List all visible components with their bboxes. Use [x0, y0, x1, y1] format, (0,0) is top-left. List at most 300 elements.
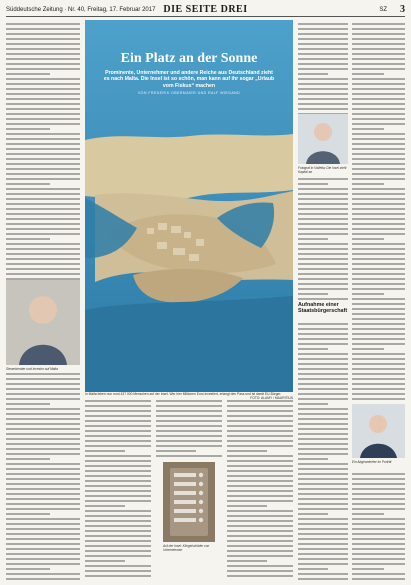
text-line [6, 553, 80, 555]
text-line [352, 213, 405, 215]
text-line [227, 415, 293, 417]
text-line [352, 303, 405, 305]
text-line [6, 183, 50, 185]
text-line [298, 523, 348, 525]
text-line [352, 163, 405, 165]
text-line [6, 478, 80, 480]
text-line [85, 420, 151, 422]
text-line [85, 490, 151, 492]
text-line [85, 405, 151, 407]
text-line [352, 288, 405, 290]
text-line [298, 413, 348, 415]
text-line [298, 203, 348, 205]
text-line [6, 548, 80, 550]
text-line [298, 368, 348, 370]
text-line [85, 455, 151, 457]
text-line [6, 568, 50, 570]
text-line [85, 540, 151, 542]
text-line [352, 258, 405, 260]
text-line [298, 378, 348, 380]
text-line [352, 208, 405, 210]
text-line [6, 68, 80, 70]
text-line [352, 228, 405, 230]
person-portrait-icon [6, 280, 80, 365]
text-line [6, 133, 80, 135]
text-line [298, 198, 348, 200]
text-line [352, 338, 405, 340]
text-line [352, 168, 405, 170]
text-line [6, 113, 80, 115]
text-line [298, 283, 348, 285]
text-line [6, 378, 80, 380]
text-line [156, 425, 222, 427]
text-line [352, 233, 405, 235]
text-line [156, 400, 222, 402]
text-line [352, 378, 405, 380]
text-line [298, 253, 348, 255]
text-line [6, 178, 80, 180]
text-line [156, 420, 222, 422]
text-line [85, 425, 151, 427]
text-line [352, 68, 405, 70]
text-line [6, 173, 80, 175]
text-line [6, 573, 80, 575]
text-line [6, 498, 80, 500]
text-line [227, 475, 293, 477]
text-line [352, 88, 405, 90]
text-line [352, 218, 405, 220]
text-line [298, 68, 348, 70]
text-line [298, 473, 348, 475]
text-line [298, 403, 328, 405]
text-line [6, 503, 80, 505]
text-line [227, 460, 293, 462]
text-line [6, 373, 80, 375]
text-line [352, 363, 405, 365]
text-line [6, 243, 80, 245]
text-line [227, 555, 293, 557]
text-line [298, 33, 348, 35]
brand-mark: SZ [379, 7, 387, 13]
text-line [227, 430, 293, 432]
text-line [227, 445, 293, 447]
text-line [352, 553, 405, 555]
article-headline: Ein Platz an der Sonne [120, 51, 258, 66]
text-line [6, 228, 80, 230]
text-line [352, 173, 405, 175]
text-line [298, 383, 348, 385]
text-line [6, 98, 80, 100]
text-line [298, 528, 348, 530]
text-line [6, 483, 80, 485]
section-title: DIE SEITE DREI [163, 4, 248, 15]
text-line [227, 515, 293, 517]
text-line [227, 575, 293, 577]
text-line [227, 540, 293, 542]
text-line [227, 565, 293, 567]
text-line [85, 495, 151, 497]
text-column-5 [298, 20, 348, 580]
text-line [227, 535, 293, 537]
text-line [352, 493, 405, 495]
page-header [6, 4, 405, 17]
text-line [6, 218, 80, 220]
text-line [6, 23, 80, 25]
text-line [352, 318, 405, 320]
text-line [6, 543, 80, 545]
text-line [352, 23, 405, 25]
text-line [85, 435, 151, 437]
text-line [6, 78, 80, 80]
text-line [85, 410, 151, 412]
text-line [298, 408, 348, 410]
text-line [85, 465, 151, 467]
text-line [352, 108, 405, 110]
text-line [6, 413, 80, 415]
text-line [6, 398, 80, 400]
text-line [6, 438, 80, 440]
text-line [352, 83, 405, 85]
text-line [352, 188, 405, 190]
text-line [352, 488, 405, 490]
text-column-4 [227, 397, 293, 580]
text-line [352, 388, 405, 390]
text-line [352, 128, 384, 130]
text-line [6, 148, 80, 150]
text-line [298, 23, 348, 25]
text-line [352, 183, 384, 185]
text-line [298, 518, 348, 520]
text-line [6, 128, 50, 130]
person-portrait-icon [352, 404, 405, 458]
doorbell-caption: Auf der Insel: Klingelschilder von Unternehmen [163, 544, 210, 552]
text-line [6, 558, 80, 560]
text-line [227, 560, 267, 562]
text-line [298, 328, 348, 330]
text-line [6, 508, 80, 510]
text-line [227, 550, 293, 552]
text-line [298, 178, 348, 180]
text-line [6, 53, 80, 55]
text-line [352, 273, 405, 275]
text-line [298, 183, 328, 185]
text-line [352, 348, 384, 350]
text-line [298, 493, 348, 495]
text-line [6, 33, 80, 35]
text-line [6, 203, 80, 205]
text-line [352, 148, 405, 150]
text-line [298, 103, 348, 105]
text-line [298, 193, 348, 195]
text-line [298, 278, 348, 280]
text-line [156, 450, 196, 452]
text-line [352, 578, 405, 580]
text-line [227, 530, 293, 532]
text-line [352, 368, 405, 370]
text-line [298, 453, 348, 455]
text-line [6, 38, 80, 40]
text-line [156, 440, 222, 442]
text-line [352, 398, 405, 400]
text-line [298, 98, 348, 100]
text-line [6, 453, 80, 455]
text-line [6, 273, 80, 275]
text-line [156, 445, 222, 447]
text-line [6, 533, 80, 535]
text-line [85, 480, 151, 482]
text-line [227, 435, 293, 437]
text-line [227, 510, 293, 512]
text-line [352, 478, 405, 480]
text-line [352, 33, 405, 35]
text-line [6, 238, 50, 240]
text-line [6, 473, 80, 475]
hero-credit: FOTO: ALAMY / MAURITIUS [250, 396, 293, 400]
text-line [85, 575, 151, 577]
hero-photo [85, 20, 293, 392]
text-line [352, 518, 405, 520]
text-line [6, 488, 80, 490]
text-line [298, 373, 348, 375]
text-line [298, 188, 348, 190]
text-line [298, 468, 348, 470]
doorbell-photo [163, 462, 215, 542]
person-portrait-icon [298, 114, 348, 164]
text-line [298, 543, 348, 545]
text-column-6 [352, 20, 405, 580]
text-line [298, 338, 348, 340]
text-line [85, 520, 151, 522]
text-line [298, 568, 328, 570]
text-line [352, 308, 405, 310]
section-heading: Aufnahme einer Staatsbürgerschaft [298, 302, 348, 314]
text-line [352, 523, 405, 525]
text-line [6, 523, 80, 525]
portrait-photo-right-2 [352, 404, 405, 458]
text-line [298, 508, 348, 510]
text-line [227, 480, 293, 482]
text-line [352, 503, 405, 505]
text-line [298, 293, 328, 295]
text-line [352, 153, 405, 155]
text-line [352, 393, 405, 395]
text-line [6, 188, 80, 190]
article-byline: VON FREDERIK OBERMAIER UND RALF WIEGAND [137, 91, 241, 95]
article-subheadline: Prominente, Unternehmer und andere Reiche aus Deutschland zieht es nach Malta. Die Insel ist so schön, man kann auf ihr sogar „Urlaub vom Fiskus“ machen [103, 70, 275, 89]
text-line [85, 555, 151, 557]
text-line [6, 223, 80, 225]
text-line [352, 58, 405, 60]
text-line [352, 253, 405, 255]
text-line [227, 410, 293, 412]
text-line [156, 430, 222, 432]
text-line [298, 573, 348, 575]
text-line [298, 538, 348, 540]
text-line [85, 450, 125, 452]
text-line [6, 143, 80, 145]
text-line [352, 43, 405, 45]
text-line [298, 343, 348, 345]
text-line [6, 423, 80, 425]
text-line [352, 93, 405, 95]
text-line [352, 533, 405, 535]
text-line [227, 450, 267, 452]
text-line [6, 48, 80, 50]
text-line [156, 415, 222, 417]
text-line [85, 545, 151, 547]
text-line [298, 238, 328, 240]
text-line [352, 243, 405, 245]
text-line [298, 388, 348, 390]
text-line [352, 143, 405, 145]
text-line [298, 553, 348, 555]
left-photo-caption: Steuerberater und Investor auf Malta [6, 367, 58, 371]
text-line [352, 193, 405, 195]
text-line [298, 243, 348, 245]
text-line [352, 323, 405, 325]
text-line [6, 513, 50, 515]
text-line [6, 443, 80, 445]
text-line [6, 518, 80, 520]
text-line [6, 248, 80, 250]
text-line [352, 548, 405, 550]
text-line [298, 223, 348, 225]
text-line [227, 420, 293, 422]
text-line [6, 578, 80, 580]
text-line [6, 403, 50, 405]
text-line [6, 93, 80, 95]
portrait-photo-right-1 [298, 114, 348, 164]
text-line [6, 448, 80, 450]
text-line [6, 458, 50, 460]
text-line [85, 510, 151, 512]
text-line [298, 513, 328, 515]
text-column-2 [85, 397, 151, 580]
text-line [298, 428, 348, 430]
text-line [6, 433, 80, 435]
text-line [85, 440, 151, 442]
text-line [298, 533, 348, 535]
text-line [6, 103, 80, 105]
text-line [6, 83, 80, 85]
text-line [298, 448, 348, 450]
text-line [352, 73, 384, 75]
text-line [298, 463, 348, 465]
text-line [156, 410, 222, 412]
text-line [298, 213, 348, 215]
text-line [6, 258, 80, 260]
text-line [352, 568, 384, 570]
newspaper-info: Süddeutsche Zeitung · Nr. 40, Freitag, 17. Februar 2017 [6, 7, 156, 13]
text-line [6, 158, 80, 160]
text-line [156, 435, 222, 437]
text-line [6, 528, 80, 530]
text-line [85, 460, 151, 462]
text-line [298, 498, 348, 500]
text-line [6, 538, 80, 540]
text-line [6, 263, 80, 265]
text-line [298, 483, 348, 485]
text-line [85, 470, 151, 472]
text-line [298, 558, 348, 560]
text-line [352, 473, 405, 475]
text-line [227, 405, 293, 407]
text-line [298, 488, 348, 490]
text-line [352, 53, 405, 55]
text-line [298, 458, 328, 460]
text-line [298, 433, 348, 435]
text-line [6, 268, 80, 270]
text-line [352, 573, 405, 575]
text-line [6, 208, 80, 210]
text-line [298, 333, 348, 335]
text-line [352, 198, 405, 200]
text-line [352, 38, 405, 40]
text-line [6, 43, 80, 45]
text-line [85, 430, 151, 432]
text-line [298, 363, 348, 365]
text-line [6, 118, 80, 120]
text-line [352, 343, 405, 345]
text-line [227, 455, 293, 457]
text-line [298, 258, 348, 260]
text-line [6, 428, 80, 430]
text-line [6, 168, 80, 170]
text-line [85, 565, 151, 567]
text-line [6, 408, 80, 410]
text-line [352, 563, 405, 565]
right-photo-caption-2: Ein Abgeordneter im Porträt [352, 460, 392, 464]
text-line [227, 520, 293, 522]
text-line [298, 28, 348, 30]
text-line [85, 570, 151, 572]
text-line [6, 253, 80, 255]
text-line [6, 108, 80, 110]
text-line [298, 88, 348, 90]
text-line [85, 535, 151, 537]
text-line [298, 503, 348, 505]
text-line [298, 208, 348, 210]
text-line [298, 73, 328, 75]
text-line [352, 28, 405, 30]
text-line [298, 263, 348, 265]
text-line [298, 393, 348, 395]
text-line [298, 268, 348, 270]
text-line [298, 273, 348, 275]
text-line [298, 83, 348, 85]
text-line [298, 348, 328, 350]
text-line [85, 560, 125, 562]
text-line [298, 233, 348, 235]
text-line [227, 440, 293, 442]
right-photo-caption-1: Fotograf in Valletta: Die Insel zieht Kapital an [298, 166, 347, 174]
text-line [227, 500, 293, 502]
text-line [298, 398, 348, 400]
text-line [227, 425, 293, 427]
doorbell-panel-icon [163, 462, 215, 542]
text-line [352, 113, 405, 115]
text-line [352, 138, 405, 140]
text-line [352, 158, 405, 160]
text-line [298, 93, 348, 95]
text-line [298, 43, 348, 45]
text-line [352, 223, 405, 225]
text-line [352, 353, 405, 355]
text-line [298, 353, 348, 355]
text-line [227, 400, 293, 402]
text-line [352, 118, 405, 120]
text-line [156, 405, 222, 407]
